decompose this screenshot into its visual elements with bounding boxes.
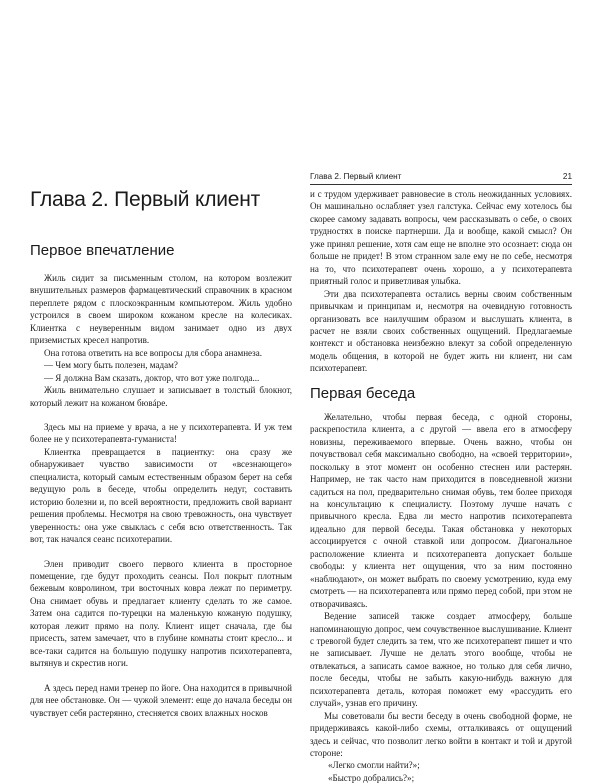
paragraph: и с трудом удерживает равновесие в столь неожиданных условиях. Он машинально ослабляет узел галстука. Сейчас ему хотелось бы скорее самому задавать вопросы, чем рассказывать о себе, о своих трудностях в поиске партнерши. Да и вообще, какой смысл? Он уже принял решение, хотя сам еще не вполне это осознает: сюда он больше не придет! В этом странном зале ему не по себе, несмотря на то, что психотерапевт очень хорошо, а у психотерапевта приятный голос и приветливая улыбка.	[310, 189, 572, 287]
paragraph: Мы советовали бы вести беседу в очень свободной форме, не придерживаясь какой-либо схемы, отталкиваясь от ощущений здесь и сейчас, что позволит легко войти в контакт и той и другой стороне:	[310, 710, 572, 759]
paragraph: Ведение записей также создает атмосферу, больше напоминающую допрос, чем сочувственное выслушивание. Клиент с тревогой будет следить за тем, что же психотерапевт пишет и что не записывает. Лучше не делать этого вообще, чтобы не отвлекаться, а записать самое важное, но только для себя лично, после беседы, чтобы не забыть какую-нибудь важную для психотерапевта деталь, которая поможет ему «рассудить его случай», узнав его причину.	[310, 611, 572, 709]
paragraph: Эти два психотерапевта остались верны своим собственным привычкам и принципам и, несмотря на очевидную готовность организовать все наилучшим образом и выслушать клиента, в расчет не взяли своих собственных ощущений. Предлагаемые контекст и обстановка неизбежно влекут за собой определенную модель общения, в которой не будет жить ни клиент, ни сам психотерапевт.	[310, 288, 572, 374]
running-header	[310, 171, 572, 182]
section-title-first-conversation: Первая беседа	[310, 384, 416, 402]
paragraph: А здесь перед нами тренер по йоге. Она находится в привычной для нее обстановке. Он — чужой элемент: еще до начала беседы он чувствует себя растерянно, стесняется своих влажных носков	[30, 682, 292, 718]
paragraph: Клиентка превращается в пациентку: она сразу же обнаруживает чувство зависимости от «всезнающего» специалиста, который самым естественным образом берет на себя ведущую роль в беседе, чтобы определить недуг, составить историю болезни и, по всей вероятности, предложить свой вариант решения проблемы. Несмотря на свою тревожность, она чувствует уверенность: она уже свыклась с себя всю ответственность. Так вот, так начался сеанс психотерапии.	[30, 446, 292, 545]
header-rule	[310, 184, 572, 185]
paragraph: Здесь мы на приеме у врача, а не у психотерапевта. И уж тем более не у психотерапевта-гуманиста!	[30, 421, 292, 445]
paragraph: Жиль внимательно слушает и записывает в толстый блокнот, который лежит на кожаном бювáре.	[30, 385, 292, 408]
paragraph: Элен приводит своего первого клиента в просторное помещение, где будут проходить сеансы. Пол покрыт плотным бежевым ковролином, три восточных ковра лежат по периметру. Она снимает обувь и предлагает клиенту сделать то же самое. Затем она садится по-турецки на маленькую кожаную подушку, которая лежит прямо на полу. Клиент ищет сначала, где бы присесть, затем замечает, что в глубине комнаты стоит кресло... и все-таки садится на большую подушку напротив психотерапевта, вытянув и скрестив ноги.	[30, 558, 292, 669]
dialogue-line: — Я должна Вам сказать, доктор, что вот уже полгода...	[44, 372, 260, 383]
right-column	[310, 188, 572, 784]
paragraph: Жиль сидит за письменным столом, на котором возлежит внушительных размеров фармацевтический справочник в красном переплете рядом с плоскоэкранным компьютером. Жиль удобно устроился в своем широком кожаном кресле на колесиках. Клиентка с неуверенным видом занимает одно из двух приземистых кресел напротив.	[30, 273, 292, 346]
page-number: 21	[562, 172, 572, 181]
dialogue-line: — Чем могу быть полезен, мадам?	[44, 360, 178, 371]
running-title: Глава 2. Первый клиент	[310, 172, 402, 181]
quote-line: «Легко смогли найти?»;	[328, 760, 420, 771]
paragraph: Она готова ответить на все вопросы для сбора анамнеза.	[44, 347, 263, 358]
chapter-title: Глава 2. Первый клиент	[30, 188, 261, 211]
paragraph: Желательно, чтобы первая беседа, с одной стороны, раскрепостила клиента, а с другой — ввела его в атмосферу новизны, переживаемого впервые. Очень важно, чтобы он почувствовал себя максимально свободно, на «своей территории», поскольку в этот момент он особенно стеснен или растерян. Например, не так часто нам приходится в повседневной жизни садиться на пол, предварительно снимая обувь, тем более приходя на консультацию к специалисту. Поэтому лучше начать с привычного кресла. Едва ли место напротив психотерапевта идеально для первой беседы. Такая обстановка у некоторых ассоциируется с очной ставкой или допросом. Диагональное расположение клиента и психотерапевта допускает больше свободы: у клиента нет ощущения, что за ним постоянно «наблюдают», он может выбрать по своему усмотрению, куда ему смотреть — на психотерапевта или прямо перед собой, при этом не отворачиваясь.	[310, 411, 572, 609]
section-title-first-impression: Первое впечатление	[30, 242, 175, 259]
quote-line: «Быстро добрались?»;	[328, 772, 415, 783]
left-column	[30, 188, 292, 719]
